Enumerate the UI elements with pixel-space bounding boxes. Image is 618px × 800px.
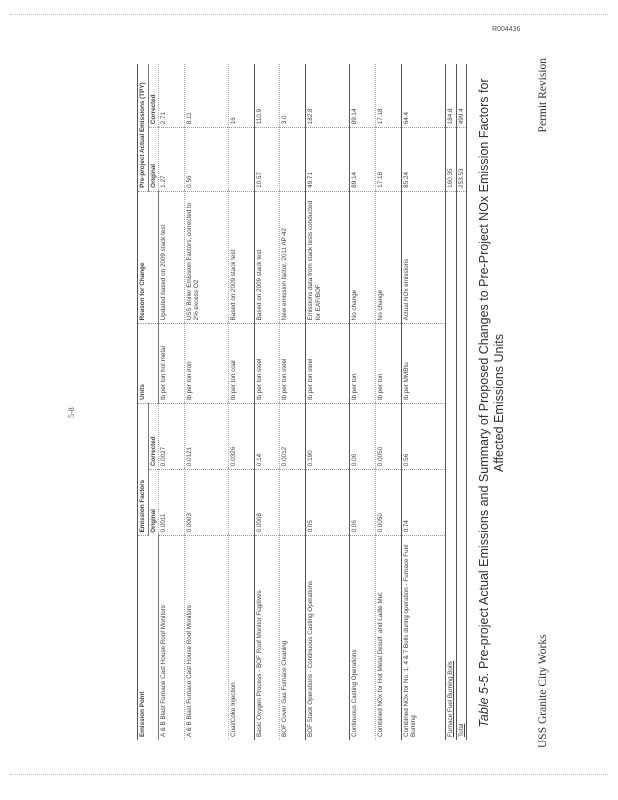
cell-reason: Based on 2009 stack test [228, 191, 254, 324]
cell-pae-original: 49.71 [306, 128, 350, 192]
cell-factor-original [228, 470, 254, 536]
cell-pae-original: 10.57 [254, 128, 280, 192]
cell-factor-corrected: 0.56 [401, 403, 445, 469]
table-row [159, 64, 185, 740]
cell-pae-original [280, 128, 306, 192]
subtotal-label: Furnace Fuel Burning Boils [446, 191, 457, 740]
total-original: 253.53 [456, 128, 467, 192]
cell-pae-corrected: 16 [228, 64, 254, 128]
cell-units: lb per MMBtu [401, 324, 445, 404]
cell-factor-original: 0.05 [306, 470, 350, 536]
cell-reason: No change [376, 191, 402, 324]
header-permit-revision: Permit Revision [537, 58, 549, 133]
cell-units: lb per ton [350, 324, 376, 404]
cell-factor-original: 0.0003 [184, 470, 228, 536]
cell-pae-corrected: 182.8 [306, 64, 350, 128]
cell-pae-corrected: 8.11 [184, 64, 228, 128]
total-row [456, 64, 467, 740]
cell-pae-original: 85.24 [401, 128, 445, 192]
cell-factor-original: 0.06 [350, 470, 376, 536]
cell-point: A & B Blast Furnace Cast House Roof Monitors [159, 536, 185, 740]
col-emission-point: Emission Point [138, 536, 159, 740]
cell-pae-corrected: 89.14 [350, 64, 376, 128]
cell-reason: No change [350, 191, 376, 324]
col-factor-corrected: Corrected [148, 403, 159, 469]
cell-reason: Actual NOx emissions [401, 191, 445, 324]
cell-point: BOF Stack Operations - Continuous Casting Operations [306, 536, 350, 740]
cell-point: Coal/Coke Injection [228, 536, 254, 740]
cell-units: lb per ton steel [306, 324, 350, 404]
cell-point: BOF Cover Gas Furnace Cleaning [280, 536, 306, 740]
cell-factor-original: 0.0050 [376, 470, 402, 536]
cell-factor-original: 0.74 [401, 470, 445, 536]
table-number: Table 5-5. [477, 672, 491, 728]
table-row [376, 64, 402, 740]
col-pae-original: Original [148, 128, 159, 192]
table-title [477, 78, 507, 728]
cell-factor-corrected: 0.14 [254, 403, 280, 469]
table-row [350, 64, 376, 740]
cell-pae-corrected: 17.18 [376, 64, 402, 128]
header-facility: USS Granite City Works [537, 634, 549, 748]
cell-point: Basic Oxygen Process - BOF Roof Monitor Fugitives [254, 536, 280, 740]
total-corrected: 499.4 [456, 64, 467, 128]
total-label: Total [456, 191, 467, 740]
cell-factor-original: 0.0011 [159, 470, 185, 536]
table-row [280, 64, 306, 740]
cell-units: lb per ton iron [184, 324, 228, 404]
cell-units: lb per ton steel [254, 324, 280, 404]
cell-factor-original: 0.0008 [254, 470, 280, 536]
col-emission-factors: Emission Factors [138, 403, 149, 536]
table-row [184, 64, 228, 740]
cell-factor-original [280, 470, 306, 536]
subtotal-original: 160.35 [446, 128, 457, 192]
emission-table [137, 64, 467, 740]
cell-factor-corrected: 0.0121 [184, 403, 228, 469]
page-number: 5-8 [67, 407, 76, 418]
document-id: R004436 [492, 26, 521, 33]
table-row [228, 64, 254, 740]
cell-reason: New emission factor, 2011 AP-42 [280, 191, 306, 324]
cell-units: lb per ton hot metal [159, 324, 185, 404]
cell-reason: USS Boiler Emission Factors, corrected to 2% excess O2 [184, 191, 228, 324]
table-title-line2: Affected Emissions Units [492, 333, 506, 473]
cell-pae-corrected: 3.0 [280, 64, 306, 128]
col-pae-corrected: Corrected [148, 64, 159, 128]
cell-factor-corrected: 0.0012 [280, 403, 306, 469]
bottom-scan-border [10, 774, 608, 775]
cell-point: Combined NOx for No. 1, 4 & 7 Bolls during operation - Furnace Fuel Burning [401, 536, 445, 740]
cell-factor-corrected: 0.190 [306, 403, 350, 469]
table-row [306, 64, 350, 740]
col-units: Units [138, 324, 159, 404]
cell-point: Continuous Casting Operations [350, 536, 376, 740]
cell-point: Combined NOx for Hot Metal Desulf. and Ladle Met. [376, 536, 402, 740]
table-row [254, 64, 280, 740]
subtotal-corrected: 184.8 [446, 64, 457, 128]
cell-pae-original: 1.27 [159, 128, 185, 192]
rotated-page [59, 58, 559, 748]
cell-factor-corrected: 0.0027 [159, 403, 185, 469]
col-reason: Reason for Change [138, 191, 159, 324]
cell-factor-corrected: 0.0050 [376, 403, 402, 469]
cell-factor-corrected: 0.0326 [228, 403, 254, 469]
cell-pae-original: 89.14 [350, 128, 376, 192]
table-title-line1: Pre-project Actual Emissions and Summary of Proposed Changes to Pre-Project NOx Emission Factors for [477, 78, 491, 669]
cell-pae-original: 0.56 [184, 128, 228, 192]
cell-units: lb per ton coal [228, 324, 254, 404]
cell-units: lb per ton [376, 324, 402, 404]
cell-pae-original: 17.18 [376, 128, 402, 192]
cell-reason: Based on 2009 stack test [254, 191, 280, 324]
cell-factor-corrected: 0.06 [350, 403, 376, 469]
table-row [401, 64, 445, 740]
cell-pae-original [228, 128, 254, 192]
cell-reason: Updated based on 2009 stack test [159, 191, 185, 324]
col-factor-original: Original [148, 470, 159, 536]
cell-pae-corrected: 64.4 [401, 64, 445, 128]
cell-units: lb per ton steel [280, 324, 306, 404]
cell-pae-corrected: 110.9 [254, 64, 280, 128]
cell-pae-corrected: 2.71 [159, 64, 185, 128]
top-scan-border [10, 14, 608, 15]
cell-point: A & B Blast Furnace Cast House Roof Monitors [184, 536, 228, 740]
cell-reason: Emissions data from stack tests conducted for EAF/BOF [306, 191, 350, 324]
col-pae: Pre-project Actual Emissions (TPY) [138, 64, 149, 191]
subtotal-row [446, 64, 457, 740]
